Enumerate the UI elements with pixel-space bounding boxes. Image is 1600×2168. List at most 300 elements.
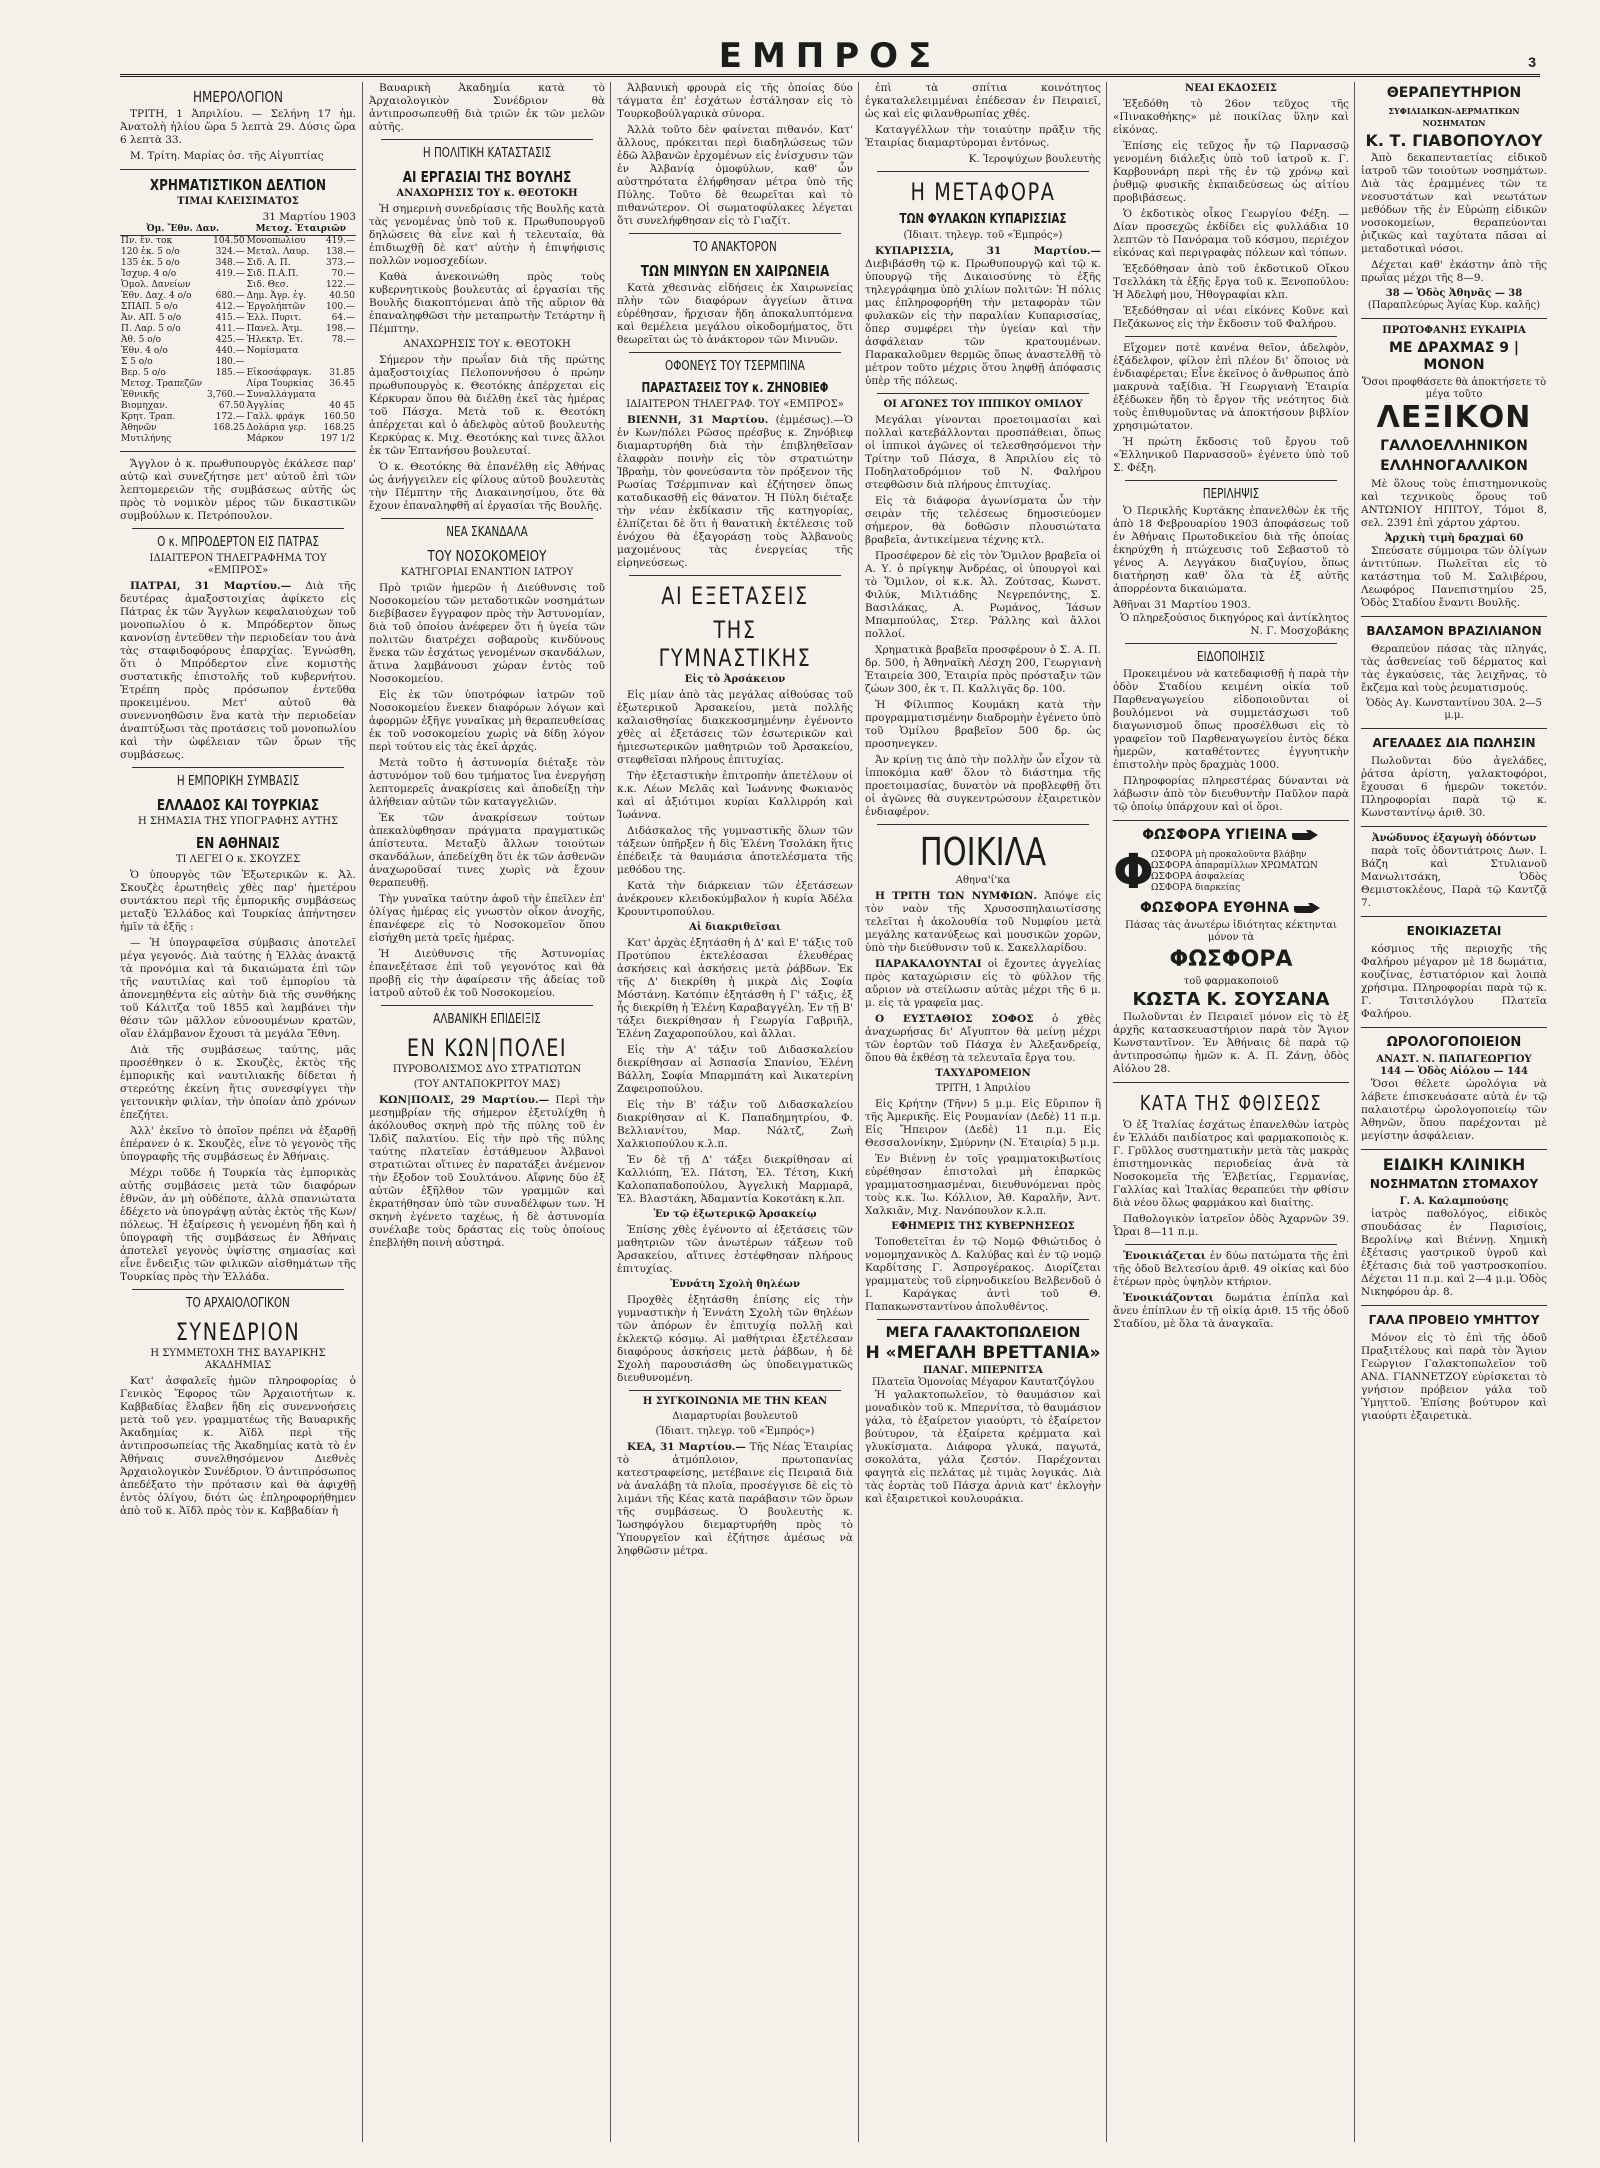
article-text: ἐπὶ τὰ σπίτια κοινότητος ἐγκαταλελειμμέναι ἐπέδεσαν ἐν Πειραιεῖ, ὡς καὶ εἰς φιλανθρωπίας χθές. [865,82,1101,120]
finance-cell: Σ 5 ο/ο [121,357,153,367]
ad-heading: ΛΕΞΙΚΟΝ [1376,400,1532,435]
article-text: Ἀλλὰ τοῦτο δὲν φαίνεται πιθανόν. Κατ' ἄλλους, πρόκειται περὶ διαδηλώσεως τῶν ἐδῶ Ἀλβανῶν ἐρχομένων εἰς ἐνίσχυσιν τῶν ἐν Ἀλβανίᾳ ὁμοφύλων, καθ' ὧν αὐστηρότατα ἐλήφθησαν μέτρα ὑπὸ τῆς Πύλης. Τοῦτο δὲ θεωρεῖται καὶ τὸ πιθανώτερον. Οἱ σωματοφύλακες λέγεται ὅτι συνελήφθησαν εἰς τὸ Γιαζίτ. [617,124,853,227]
divider [1125,480,1337,481]
divider [132,1289,344,1290]
finance-cell: Σιδ. Θεσ. [246,280,289,290]
finance-cell: 78.— [331,335,355,345]
article-subheading: Αἱ διακριθεῖσαι [689,922,781,933]
divider [1125,643,1337,644]
ad-text: Μόνον εἰς τὸ ἐπὶ τῆς ὁδοῦ Πραξιτέλους καὶ παρὰ τὸν Ἅγιον Γεώργιον Γαλακτοπωλεῖον τοῦ ΑΝΔ. ΓΙΑΝΝΕΤΖΟΥ εὑρίσκεται τὸ γνήσιον πρόβειον γάλα τοῦ Ὑμηττοῦ. Ἐπίσης βούτυρον καὶ γιαούρτι ἐξαιρετικὰ. [1361,1332,1547,1422]
article-text: Τὴν ἐξεταστικὴν ἐπιτροπὴν ἀπετέλουν οἱ κ.κ. Λέων Μελᾶς καὶ Ἰωάννης Φωκιανὸς καὶ αἱ ἀξιότιμοι κυρίαι Καλλιρρόη καὶ Ἰωάννα. [617,770,853,821]
article-subheading: ΙΔΙΑΙΤΕΡΟΝ ΤΗΛΕΓΡΑΦΗΜΑ ΤΟΥ «ΕΜΠΡΟΣ» [149,553,327,576]
ad-text: παρὰ τοῖς ὀδοντιάτροις Δων. Ι. Βάζη καὶ Στυλιανοῦ Μανωλιτσάκη, Ὁδὸς Θεμιστοκλέους, Παρὰ τῷ Καντζᾷ 7. [1361,845,1547,909]
article-text: Τοποθετεῖται ἐν τῷ Νομῷ Φθιώτιδος ὁ νομομηχανικὸς Δ. Καλύβας καὶ ἐν τῷ νομῷ Καρδίτσης Γ. Ἀσπρογέρακος. Διορίζεται γραμματεὺς τοῦ εἰρηνοδικείου Βελβενδοῦ ὁ Ι. Καράγκας ἀντὶ τοῦ Θ. Παπακωνσταντίνου ἀπολυθέντος. [865,1236,1101,1313]
ad-text: Πωλοῦνται ἐν Πειραιεῖ μόνον εἰς τὸ ἐξ ἀρχῆς κατασκευαστήριον παρὰ τὸν Ἅγιον Κωνσταντῖνον. Ἐν Ἀθήναις δὲ παρὰ τῷ ἀντιπροσώπῳ ἡμῶν κ. Α. Π. Ζάνῃ, ὁδὸς Αἰόλου 28. [1113,1011,1349,1075]
dateline: ΠΑΤΡΑΙ, 31 Μαρτίου.— [130,580,292,592]
divider [877,171,1089,172]
article-subheading: Ἐν τῷ ἐξωτερικῷ Ἀρσακείῳ [653,1209,817,1220]
finance-cell: Ἀγγλίας [246,401,285,411]
article-subheading: ΙΔΙΑΙΤΕΡΟΝ ΤΗΛΕΓΡΑΦ. ΤΟΥ «ΕΜΠΡΟΣ» [626,399,844,410]
finance-row [120,368,356,379]
divider [629,352,841,353]
ad-text: δωμάτια ἐπίπλα καὶ ἄνευ ἐπίπλων ἐν τῇ οἰκίᾳ ἀριθ. 15 τῆς ὁδοῦ Σταδίου, μὲ ὅλα τὰ ἀναγκαῖα. [1113,1292,1350,1330]
finance-row [120,379,356,390]
finance-row [120,335,356,346]
article-text: Καθὰ ἀνεκοινώθη πρὸς τοὺς κυβερνητικοὺς βουλευτὰς αἱ ἐργασίαι τῆς Βουλῆς διακοπτόμεναι ἀπὸ τῆς αὔριον θὰ ἐπαναληφθῶσι τὴν μεταπρωτὴν Τετάρτην ἢ Πέμπτην. [369,271,605,335]
finance-cell: Ἐργολήπτῶν [246,302,306,312]
ad-phosphor-items [1151,850,1318,894]
ad-text: Ὁ ἐξ Ἰταλίας ἐσχάτως ἐπανελθὼν ἰατρὸς ἐν Ἑλλάδι παιδίατρος καὶ φαρμακοποιὸς κ. Γ. Γρῦλλος συστηματικὴν μετὰ τὰς μακρὰς ἐπιστημονικὰς περιοδείας ἀνὰ τὰ Νοσοκομεῖα τῆς Ἑλβετίας, Γερμανίας, Γαλλίας καὶ Ἰταλίας θεραπεύει τὴν φθίσιν διὰ νέου ὅλως φαρμάκου καὶ διαίτης. [1113,1119,1349,1209]
finance-row [120,401,356,412]
ad-address: (Παραπλεύρως Ἁγίας Κυρ. καλῆς) [1367,300,1541,311]
finance-table [120,224,356,445]
ad-heading: ΒΑΛΣΑΜΟΝ ΒΡΑΖΙΛΙΑΝΟΝ [1366,624,1542,638]
ad-phosphor-item: ΩΣΦΟΡΑ ἀσφαλείας [1151,872,1245,882]
article-text: Ἡ Φίλιππος Κουμάκη κατὰ τὴν προγραμματισμένην διαδρομὴν ἐγένετο ὑπὸ τοῦ Ὁμίλου βραβεῖον 500 δρ. ὡς προσηνεγκεν. [865,699,1101,750]
finance-cell: Δολάρια γερ. [246,423,307,433]
ad-tagline: ΠΡΩΤΟΦΑΝΗΣ ΕΥΚΑΙΡΙΑ [1382,325,1526,336]
ad-price: ΜΕ ΔΡΑΧΜΑΣ 9 | ΜΟΝΟΝ [1388,340,1520,373]
finance-cell: Ἑλλ. Πυριτ. [246,313,302,323]
article-subheading: Διαμαρτυρίαι βουλευτοῦ [672,1411,798,1422]
ad-name: Κ. Τ. ΓΙΑΒΟΠΟΥΛΟΥ [1365,131,1543,150]
finance-cell: 348.— [215,258,245,268]
article-text: Κατ' ἀσφαλεῖς ἡμῶν πληροφορίας ὁ Γενικὸς Ἔφορος τῶν Ἀρχαιοτήτων κ. Καββαδίας ἔλαβεν ἤδη εἰς συνεννοήσεις μετὰ τοῦ γεν. γραμματέως τῆς Βαυαρικῆς Ἀκαδημίας κ. Ἀϊδλ περὶ τῆς ἀντιπροσωπείας τῆς Ἀκαδημίας κατὰ τὸ ἐν Ἀθήναις συνελθησόμενον Διεθνὲς Ἀρχαιολογικὸν Συνέδριον. Ὁ ἀντιπρόσωπος ἀπεδέξατο τὴν πρότασιν καὶ θὰ ἀφιχθῇ ἐντὸς ὀλίγου, διότι ὡς ἐπληροφορήθημεν ἀπὸ τοῦ κ. Ἀϊδλ πρὸς τὸν κ. Καββαδίαν ἡ [120,1375,356,1517]
ad-heading: ΘΕΡΑΠΕΥΤΗΡΙΟΝ [1386,85,1522,101]
article-text: Ἡ Διεύθυνσις τῆς Ἀστυνομίας ἐπανεξέτασε ἐπὶ τοῦ γεγονότος καὶ θὰ προβῇ εἰς τὴν ἀφαίρεσιν τῆς ἀδείας τοῦ ἰατροῦ αὐτοῦ ἐκ τοῦ Νοσοκομείου. [369,948,605,999]
finance-cell: 324.— [215,247,245,257]
divider [1361,1027,1547,1028]
article-heading: ΤΟ ΑΡΧΑΙΟΛΟΓΙΚΟΝ [186,1296,290,1311]
article-text: Κατὰ τὴν διάρκειαν τῶν ἐξετάσεων ἀνέκρουεν κλειδοκύμβαλον ἡ κυρία Ἀδέλα Κρουντιροπούλου. [617,880,853,918]
finance-cell: Π. Λαρ. 5 ο/ο [121,324,181,334]
article-text: — Ἡ ὑπογραφεῖσα σύμβασις ἀποτελεῖ μέγα γεγονός. Διὰ ταύτης ἡ Ἑλλὰς ἀνακτᾷ τὰ προνόμια καὶ τὰ δικαιώματα ἐπὶ τῶν τῆς ναυτιλίας καὶ τοῦ ἐμπορίου τὰ ἀπονεμηθέντα εἰς αὐτὴν διὰ τῆς συνθήκης τοῦ Κάλιτζα τοῦ 1855 καὶ λαμβάνει τὴν θέσιν τῶν μᾶλλον εὐνοουμένων κρατῶν, οἵαν ἐλάμβανον ἔχουσι τὰ μεγάλα Ἔθνη. [120,937,356,1040]
finance-row [120,291,356,302]
column-2 [362,82,611,2142]
article-text: Ἐν δὲ τῇ Δ' τάξει διεκρίθησαν αἱ Καλλιόπη, Ἐλ. Πάτση, Ἐλ. Τέτση, Κική Καλοπαπαδοπούλου, Ἀγγελικὴ Μαρμαρᾶ, Ἐλ. Βλαστάκη, Ἀδαμαντία Κοκοτάκη κ.λπ. [617,1154,853,1205]
pointing-hand-icon [1294,902,1322,914]
finance-cell: Νομίσματα [246,346,299,356]
signature: Κ. Ἱεροψύχων βουλευτὴς [968,153,1101,165]
article-subheading: (Ἰδιαιτ. τηλεγρ. τοῦ «Ἐμπρός») [655,1426,815,1437]
article-text: Ὁ ὑπουργὸς τῶν Ἐξωτερικῶν κ. Ἀλ. Σκουζὲς ἐρωτηθεὶς χθὲς παρ' ἡμετέρου συντάκτου περὶ τῆς ἐμπορικῆς συμβάσεως μεταξὺ Ἑλλάδος καὶ Τουρκίας ἀπήντησεν ἡμῖν τὰ ἑξῆς : [120,869,356,933]
finance-cell: Μονοπωλίου [246,236,306,246]
divider [381,139,593,140]
finance-cell: 120 ἑκ. 5 ο/ο [121,247,180,257]
article-heading: ΤΟΥ ΝΟΣΟΚΟΜΕΙΟΥ [427,547,547,565]
finance-cell: 168.25 [323,423,355,433]
article-text: Τὴν γυναῖκα ταύτην ἀφοῦ τὴν ἐπεῖλεν ἐπ' ὀλίγας ἡμέρας εἰς γνωστὸν οἶκον ἀνοχῆς, ἐπανέφερε εἰς τὸ Νοσοκομεῖον ὅπου εἰσήχθη μετὰ τρεῖς ἡμέρας. [369,893,605,944]
article-text: Πρὸ τριῶν ἡμερῶν ἡ Διεύθυνσις τοῦ Νοσοκομείου τῶν μεταδοτικῶν νοσημάτων διεβίβασεν ἔγγραφον πρὸς τὴν Ἀστυνομίαν, διὰ τοῦ ὁποίου ἀνέφερεν ὅτι ἡ ὑγεία τῶν πολιτῶν διατρέχει σοβαροὺς κινδύνους ἕνεκα τῶν ἐσχάτως γενομένων σκανδάλων, ἅτινα λαμβάνουσι χώραν ἐντὸς τοῦ Νοσοκομείου. [369,582,605,685]
divider [1361,826,1547,827]
ad-heading: ΜΕΓΑ ΓΑΛΑΚΤΟΠΩΛΕΙΟΝ [885,1325,1081,1341]
finance-cell: 419.— [325,236,355,246]
ad-line: Ὅσοι προφθάσετε θὰ ἀποκτήσετε τὸ μέγα τοῦτο [1361,377,1547,400]
article-text: Μεγάλαι γίνονται προετοιμασίαι καὶ πολλαὶ κατεβάλλονται προσπάθειαι, ὅπως οἱ ἱππικοὶ ἀγῶνες οἱ τελεσθησόμενοι τὴν Τρίτην τοῦ Πάσχα, 8 Ἀπριλίου εἰς τὸ Ποδηλατοδρόμιον τοῦ Ν. Φαλήρου στεφθῶσιν διὰ πλήρους ἐπιτυχίας. [865,414,1101,491]
article-heading: ΕΝ ΚΩΝ|ΠΟΛΕΙ [406,1034,568,1062]
article-heading: ΤΩΝ ΦΥΛΑΚΩΝ ΚΥΠΑΡΙΣΣΙΑΣ [899,212,1067,227]
finance-cell: Βερ. 5 ο/ο [121,368,166,378]
article-heading: ΑΛΒΑΝΙΚΗ ΕΠΙΔΕΙΞΙΣ [433,1012,541,1027]
article-text: Καταγγέλλων τὴν τοιαύτην πρᾶξιν τῆς Ἑταιρίας διαμαρτύρομαι ἐντόνως. [865,124,1101,149]
ad-text: Μὲ ὅλους τοὺς ἐπιστημονικοὺς καὶ τεχνικοὺς ὅρους τοῦ ΑΝΤΩΝΙΟΥ ΗΠΙΤΟΥ, Τόμοι 8, σελ. 2391 ἐπὶ χάρτου χάρτου. [1361,478,1547,529]
divider [381,518,593,519]
ad-heading: ΝΟΣΗΜΑΤΩΝ ΣΤΟΜΑΧΟΥ [1369,1177,1539,1191]
item-heading: Ο ΕΥΣΤΑΘΙΟΣ ΣΟΦΟΣ [875,1013,1034,1025]
article-text: (ἐμμέσως).—Ὁ ἐν Κων/πόλει Ρῶσος πρέσβυς κ. Ζηνόβιεφ διαμαρτυρήθη διὰ τὴν ἐπιβληθεῖσαν ἐλαφρὰν ποινὴν εἰς τὸν στρατιώτην Ἰβραὴμ, τὸν φονεύσαντα τὸν πρόξενον τῆς Ρωσίας Τσέρμπιναν καὶ ἐζήτησεν ὅπως καταδικασθῇ εἰς θάνατον. Ἡ Πύλη διέταξε τὴν νέαν ἐκδίκασιν τῆς κατηγορίας, ἐλπίζεται δὲ ὅτι ἡ θανατικὴ ἐκτέλεσις τοῦ ἐνόχου θὰ ἐξαγοράσῃ τοὺς Ἀλβανοὺς μαχομένους τὰς ἐνεργείας τῆς εἰρηνεύσεως. [617,414,853,569]
article-text: Ἄγγλον ὁ κ. πρωθυπουργὸς ἐκάλεσε παρ' αὐτῷ καὶ συνεζήτησε μετ' αὐτοῦ ἐπὶ τῶν λεπτομερειῶν τῆς συμβάσεως αὐτῆς ὡς πρὸς τὸ νομικὸν μέρος τῶν δικαστικῶν συμβούλων κ. Πετρόπουλον. [120,458,356,522]
article-heading: ΕΝ ΑΘΗΝΑΙΣ [196,834,280,852]
divider [120,451,356,452]
finance-cell: Ἐθνικῆς [121,390,160,400]
finance-row [120,302,356,313]
ad-text: Παθολογικὸν ἰατρεῖον ὁδὸς Ἀχαρνῶν 39. Ὧραι 8—11 π.μ. [1113,1213,1349,1238]
article-text: Ἐξεδόθησαν ἀπὸ τοῦ ἐκδοτικοῦ Οἴκου Τσελλάκη τὰ ἑξῆς ἔργα τοῦ κ. Ξενοπούλου: Ἡ Ἀδελφή μου, Ἠθογραφίαι κλπ. [1113,263,1349,301]
finance-cell: 100.— [325,302,355,312]
finance-row [120,423,356,434]
article-subheading: ΤΡΙΤΗ, 1 Ἀπριλίου [935,1083,1031,1094]
notice-heading: ΕΙΔΟΠΟΙΗΣΙΣ [1196,650,1266,665]
article-heading: ΕΦΗΜΕΡΙΣ ΤΗΣ ΚΥΒΕΡΝΗΣΕΩΣ [891,1221,1075,1232]
article-text: Ἐπίσης εἰς τεῦχος ἦν τῷ Παρνασσῷ γενομένη διάλεξις ὑπὸ τοῦ ἰατροῦ κ. Γ. Καρβουνάρη περὶ τῆς ἐν τῷ χρόνῳ καὶ ῥυθμῷ φυσικῆς ἐκπαιδεύσεως ὡς αἰτίου προβιβάσεως. [1113,140,1349,204]
divider [1113,1082,1349,1083]
finance-cell [205,280,246,291]
article-text: Εἰς τὰ διάφορα ἀγωνίσματα ὧν τὴν σειρὰν τῆς τελέσεως δημοσιεύομεν σήμερον, θὰ δοθῶσιν πλουσιώτατα βραβεῖα, ἀντικείμενα τέχνης κτλ. [865,495,1101,546]
finance-cell: 40.50 [329,291,355,301]
finance-cell: Ἠλεκτρ. Ἐτ. [246,335,304,345]
column-1 [120,82,362,2142]
article-heading: Η ΣΥΓΚΟΙΝΩΝΙΑ ΜΕ ΤΗΝ ΚΕΑΝ [642,1396,828,1407]
ad-address: Πλατεῖα Ὁμονοίας Μέγαρον Καυτατζόγλου [871,1377,1095,1388]
divider [1361,1149,1547,1150]
article-heading: ΤΩΝ ΜΙΝΥΩΝ ΕΝ ΧΑΙΡΩΝΕΙΑ [640,262,830,280]
article-heading: Η ΠΟΛΙΤΙΚΗ ΚΑΤΑΣΤΑΣΙΣ [422,146,552,161]
finance-cell: 70.— [331,269,355,279]
finance-heading: ΧΡΗΜΑΤΙΣΤΙΚΟΝ ΔΕΛΤΙΟΝ [149,176,327,194]
ad-heading: ΕΙΔΙΚΗ ΚΛΙΝΙΚΗ [1382,1155,1526,1174]
divider [629,575,841,576]
finance-cell: 180.— [215,357,245,367]
ad-subheading: ΣΥΦΙΛΙΔΙΚΩΝ-ΔΕΡΜΑΤΙΚΩΝ ΝΟΣΗΜΑΤΩΝ [1388,106,1520,128]
article-text: Προχθὲς ἐξητάσθη ἐπίσης εἰς τὴν γυμναστικὴν ἡ Ἐννάτη Σχολὴ τῶν θηλέων τῶν ἀπόρων ἐν ἐπιτυχίᾳ πολλῇ καὶ ἐκλεκτῷ κόσμῳ. Αἱ μαθήτριαι ἐξετέλεσαν διαφόρους ἀσκήσεις μετὰ ῥάβδων, ἡ δὲ Σχολὴ παρουσιάσθη ὡς ὑποδειγματικῶς διευθυνομένη. [617,1294,853,1384]
article-heading: ΠΑΡΑΣΤΑΣΕΙΣ ΤΟΥ κ. ΖΗΝΟΒΙΕΦ [641,381,829,396]
article-text: Εἴχομεν ποτὲ κανένα θεῖον, ἀδελφὸν, ἐξάδελφον, φίλον ἐπὶ πλέον δι' ὅποιος νὰ ἐνδιαφέρεται; Εἶνε ἐκεῖνος ὁ ἄνθρωπος ἀπὸ μακρυνὰ ταξίδια. Ἡ Γεωργιανὴ Ἑταιρία ἐξέδωκεν ἤδη τὸ ἔργον τῆς νεότητος διὰ τοὺς ἐπιθυμοῦντας νὰ ἀποκτήσουν βιβλίον χρησιμώτατον. [1113,342,1349,432]
article-text: Περὶ τὴν μεσημβρίαν τῆς σήμερον ἐξετυλίχθη ἡ ἀκόλουθος σκηνὴ πρὸ τῆς πύλης τοῦ ἐν Ἰλδὶζ παλατίου. Εἰς τὴν πρὸ τῆς πύλης ταύτης πλατεῖαν ἑστάθμευον Ἀλβανοὶ στρατιῶται οἵτινες ἐν παρατάξει ἀνέμενον τὴν ἔξοδον τοῦ Σουλτάνου. Αἴφνης δύο ἐξ αὐτῶν ἐξῆλθον τῶν γραμμῶν καὶ ἐκρατήθησαν ὑπὸ τῶν συναδέλφων των. Ἡ σκηνὴ ἐγένετο ταχέως, ἡ δὲ ἀστυνομία συνέλαβε τοὺς δράστας εἰς τοὺς ὁποίους ἐπεβλήθη ποινὴ αὐστηρά. [369,1094,605,1249]
article-text: Εἰς τὴν Α' τάξιν τοῦ Διδασκαλείου διεκρίθησαν αἱ Ἀσπασία Σπανίου, Ἑλένη Βάλλη, Σοφία Μπαρμπάτη καὶ Ἀικατερίνη Ζαφειροπούλου. [617,1044,853,1095]
finance-subheading: ΤΙΜΑΙ ΚΛΕΙΣΙΜΑΤΟΣ [177,196,299,207]
masthead-title: ΕΜΠΡΟΣ [718,36,942,76]
finance-cell: 67.50 [218,401,245,411]
article-heading: ΟΙ ΑΓΩΝΕΣ ΤΟΥ ΙΠΠΙΚΟΥ ΟΜΙΛΟΥ [883,399,1083,410]
article-subheading: Εἰς τὸ Ἀρσάκειον [684,674,786,685]
page-number: 3 [1528,54,1536,70]
section-subheading: Αθηνα'ί'κα [955,875,1011,886]
finance-cell: Κρητ. Τραπ. [121,412,176,422]
ad-price: Ἀρχικὴ τιμὴ δραχμαὶ 60 [1384,533,1524,544]
article-text: Ἐξεδόθησαν αἱ νέαι εἰκόνες Κοῦνε καὶ Πεζάκωνος εἰς τὴν ἔκδοσιν τοῦ Φαλήρου. [1113,305,1349,330]
ad-heading [1113,827,1349,844]
ad-name: Γ. Α. Καλαμπούσης [1399,1196,1509,1207]
finance-cell: 425.— [215,335,245,345]
article-text: Ἡ πρώτη ἔκδοσις τοῦ ἔργου τοῦ «Ἑλληνικοῦ Παρνασσοῦ» ἐγένετο ὑπὸ τοῦ Σ. Φέξη. [1113,436,1349,474]
finance-cell: Λίρα Τουρκίας [246,379,314,389]
finance-cell: 198.— [325,324,355,334]
finance-cell: 160.50 [323,412,355,422]
column-3 [610,82,859,2142]
notice-date: Ἀθῆναι 31 Μαρτίου 1903. [1113,599,1251,611]
article-text: Διδάσκαλος τῆς γυμναστικῆς ὅλων τῶν τάξεων ὑπῆρξεν ἡ δὶς Ἑλένη Τσολάκη ἥτις ἐπέδειξε τὰ θαυμάσια ἀποτελέσματα τῆς μεθόδου της. [617,825,853,876]
article-subheading: Η ΣΥΜΜΕΤΟΧΗ ΤΗΣ ΒΑΥΑΡΙΚΗΣ ΑΚΑΔΗΜΙΑΣ [150,1348,326,1371]
article-text: Ἀν κρίνῃ τις ἀπὸ τὴν πολλὴν ὧν εἶχον τὰ ἱπποκόμια καθ' ὅλον τὸ διάστημα τῆς προετοιμασίας, δυνατὸν νὰ προβλεφθῇ ὅτι οἱ ἀγῶνες θὰ συγκεντρώσουν ἐξαιρετικὸν ἐνδιαφέρον. [865,754,1101,818]
finance-row [120,324,356,335]
article-text: Ὁ ἐκδοτικὸς οἶκος Γεωργίου Φέξη. — Δίαν προσεχῶς ἐκδίδει εἰς φυλλάδια 10 λεπτῶν τὸ Πανόραμα τοῦ κόσμου, περιέχον εἰκόνας καὶ περιγραφὰς πόλεων καὶ τόπων. [1113,208,1349,259]
article-subheading: Η ΣΗΜΑΣΙΑ ΤΗΣ ΥΠΟΓΡΑΦΗΣ ΑΥΤΗΣ [137,816,339,827]
finance-cell: 373.— [325,258,355,268]
finance-cell: Ἰσχυρ. 4 ο/ο [121,269,177,279]
column-5 [1106,82,1355,2142]
article-text: Χρηματικὰ βραβεῖα προσφέρουν ὁ Σ. Α. Π. δρ. 500, ἡ Ἀθηναϊκὴ Λέσχη 200, Γεωργιανὴ Ἑταιρεία 300, Ἑταιρία πρὸς πρόσταξιν τῶν ζώων 300, ἐκ τ. Π. Καλλιγᾶς δρ. 100. [865,644,1101,695]
finance-row [120,236,356,248]
article-subheading: (Ἰδιαιτ. τηλεγρ. τοῦ «Ἐμπρός») [903,230,1063,241]
article-subheading: ΑΝΑΧΩΡΗΣΙΣ ΤΟΥ κ. ΘΕΟΤΟΚΗ [396,188,578,199]
finance-row [120,280,356,291]
finance-cell: Ἀν. ΑΠ. 5 ο/ο [121,313,182,323]
finance-cell: Μάρκον [246,434,284,444]
article-text: Σήμερον τὴν πρωΐαν διὰ τῆς πρώτης ἁμαξοστοιχίας Πελοποννήσου ὁ πρώην πρωθυπουργὸς κ. Θεοτόκης ἀπέρχεται εἰς Κέρκυραν ὅπου θὰ διέλθῃ ἐκεῖ τὰς ἡμέρας τοῦ Πάσχα. Μετὰ τοῦ κ. Θεοτόκη ἀπέρχεται καὶ ὁ ἀδελφὸς αὐτοῦ βουλευτὴς Κερκύρας κ. Μιχ. Θεοτόκης καὶ τινες ἄλλοι ἐκ τῶν Ἑπτανήσου βουλευταί. [369,354,605,457]
finance-cell: 122.— [325,280,355,290]
article-heading: ΤΑΧΥΔΡΟΜΕΙΟΝ [935,1068,1031,1079]
article-subheading: ΠΥΡΟΒΟΛΙΣΜΟΣ ΔΥΟ ΣΤΡΑΤΙΩΤΩΝ [392,1064,582,1075]
finance-cell: Μεταλ. Λαυρ. [246,247,310,257]
article-subheading: ΑΝΑΧΩΡΗΣΙΣ ΤΟΥ κ. ΘΕΟΤΟΚΗ [403,339,571,350]
pointing-hand-icon [1292,829,1320,841]
notice-text: Ὁ Περικλῆς Κυρτάκης ἐπανελθὼν ἐκ τῆς ἀπὸ 18 Φεβρουαρίου 1903 ἀποφάσεως τοῦ ἐν Ἀθήναις Πρωτοδικείου διὰ τῆς ὁποίας ἐκηρύχθη ἡ πτώχευσις τοῦ Σεβαστοῦ τὸ γένος Α. Λεγγάκου διαζυγίου, ὅπως διατήρησῃ καθ' ὅλα τὰ ἐξ αὐτῆς ἀπορρέοντα δικαιώματα. [1113,505,1349,595]
ad-address: Ὁδὸς Αγ. Κωνσταντίνου 30Α. 2—5 μ.μ. [1366,698,1542,721]
finance-table-header [120,224,356,236]
finance-row [120,247,356,258]
finance-cell [319,346,356,357]
finance-header-left: Ὀμ. Ἔθν. Δαν. [146,224,220,234]
finance-cell [246,357,319,368]
finance-cell: Πν. ἔν. τοκ [121,236,173,246]
finance-cell: Μετοχ. Τραπεζῶν [121,379,203,389]
divider [877,393,1089,394]
finance-row [120,390,356,401]
article-text: Εἰς Κρήτην (Τῆνν) 5 μ.μ. Εἰς Εὔριπον ἢ τῆς Ἀμερικῆς. Εἰς Ρουμανίαν (Δεδὲ) 11 π.μ. Εἰς Ἤπειρον (Δεδὲ) 11 π.μ. Εἰς Θεσσαλονίκην, Σμύρνην (Ν. Ἑταιρία) 5 μ.μ. [865,1098,1101,1149]
ad-heading: ΩΡΟΛΟΓΟΠΟΙΕΙΟΝ [1386,1035,1522,1050]
finance-cell: Πανελ. Ἀτμ. [246,324,303,334]
article-subheading: Ἐννάτη Σχολὴ θηλέων [670,1279,800,1290]
article-heading: ΤΟ ΑΝΑΚΤΟΡΟΝ [693,240,777,255]
article-text: Διὰ τῆς συμβάσεως ταύτης, μᾶς προσέθηκεν ὁ κ. Σκουζὲς, ἐκτὸς τῆς ἐμπορικῆς καὶ ναυτιλιακῆς δίδεται ἡ στερεότης ἐκείνη ἥτις συνεσφίγγει τὴν γειτονικὴν φιλίαν, τὴν ὁποίαν ἀπὸ χρόνων ἐπεζήτει. [120,1044,356,1121]
article-text: Τῆς Νέας Ἑταιρίας τὸ ἀτμόπλοιον, πρωτοπανίας κατεστραφείσης, μετέβαινε εἰς Πειραιᾶ διὰ νὰ ἀναλάβῃ τὰ πλοῖα, προσέγγισε δὲ εἰς τὸ λιμάνι τῆς Κέας κατὰ παράβασιν τῶν ὅρων τῆς συμβάσεως. Ὁ βουλευτὴς κ. Ἰωσηφόγλου διεμαρτυρήθη πρὸς τὸ Ὑπουργεῖον καὶ ἐζήτησε ἀμέσως νὰ ληφθῶσιν μέτρα. [617,1441,853,1557]
ad-heading: ΚΑΤΑ ΤΗΣ ΦΘΙΣΕΩΣ [1139,1091,1323,1115]
finance-cell: 415.— [215,313,245,323]
finance-cell: Ἀθ. 5 ο/ο [121,335,162,345]
ad-phosphor-item: ΩΣΦΟΡΑ ἀπαραμίλλων ΧΡΩΜΑΤΩΝ [1151,861,1318,871]
divider [629,1390,841,1391]
finance-row [120,412,356,423]
calendar-heading: ΗΜΕΡΟΛΟΓΙΟΝ [193,88,283,106]
article-subheading: ΚΑΤΗΓΟΡΙΑΙ ΕΝΑΝΤΙΟΝ ΙΑΤΡΟΥ [400,567,574,578]
finance-cell: 64.— [331,313,355,323]
ad-owner: ΠΑΝΑΓ. ΜΠΕΡΝΙΤΣΑ [923,1365,1043,1376]
column-4 [858,82,1107,2142]
finance-cell: 680.— [215,291,245,301]
divider [1361,616,1547,617]
finance-row [120,346,356,357]
divider [132,767,344,768]
ad-heading: Η «ΜΕΓΑΛΗ ΒΡΕΤΤΑΝΙΑ» [865,1343,1101,1363]
notice-signature: Ὁ πληρεξούσιος δικηγόρος καὶ ἀντίκλητος Ν. Γ. Μοσχοβάκης [1120,612,1349,637]
ad-heading: ΓΑΛΛΟΕΛΛΗΝΙΚΟΝ [1380,438,1528,454]
finance-cell: Δημ. Ἀγρ. ἐγ. [246,291,307,301]
ad-heading: Ἐνοικιάζονται [1123,1292,1214,1304]
finance-row [120,258,356,269]
divider [877,1319,1089,1320]
finance-cell: 104.50 [213,236,245,246]
ad-line: τοῦ φαρμακοποιοῦ [1183,976,1279,987]
article-text: Μέχρι τοῦδε ἡ Τουρκία τὰς ἐμπορικὰς αὐτῆς συμβάσεις μετὰ τῶν διαφόρων ἐθνῶν, ἀν μὴ οὐδέποτε, ἀλλὰ σπανιώτατα ἐδέχετο νὰ ὑπογράψῃ αὐτὰς ἐκτὸς τῆς Κων/πόλεως. Ἡ ἐξαίρεσις ἡ γενομένη ἤδη καὶ ἡ ὑπογραφὴ τῆς συμβάσεως ἐν Ἀθήναις ἀποτελεῖ γεγονὸς ὑψίστης σημασίας καὶ εἶνε ἔνδειξις τῶν φιλικῶν αἰσθημάτων τῆς Τουρκίας πρὸς τὴν Ἑλλάδα. [120,1167,356,1283]
divider [877,824,1089,825]
finance-row [120,313,356,324]
article-text: Ἐξεδόθη τὸ 26ον τεῦχος τῆς «Πινακοθήκης» μὲ ποικίλας ὕλην καὶ εἰκόνας. [1113,98,1349,136]
finance-cell: Εἰκοσάφραγκ. [246,368,312,378]
finance-cell: Βιομηχαν. [121,401,168,411]
article-text: Κατ' ἀρχὰς ἐξητάσθη ἡ Δ' καὶ Ε' τάξις τοῦ Προτύπου ἐκτελέσασαι ἐλευθέρας ἀσκήσεις καὶ ἀσκήσεις μετὰ ῥάβδων. Ἐκ τῆς Δ' διεκρίθη ἡ μικρὰ Δὶς Σοφία Μόστάνη. Κατόπιν ἐξητάσθη ἡ Γ' τάξις, ἐξ ἧς διεκρίθη ἡ Ἐλένη Καραβαγγέλη. Ἐν τῇ Β' τάξει διεκρίθησαν ἡ Γεωργία Γαβριῆλ, Ἑλένη Ζαχαροπούλου, καὶ ἄλλαι. [617,937,853,1040]
article-heading: ΑΙ ΕΡΓΑΣΙΑΙ ΤΗΣ ΒΟΥΛΗΣ [402,168,572,186]
finance-cell: Σιδ. Π.Α.Π. [246,269,299,279]
ad-text: κόσμιος τῆς περιοχῆς τῆς Φαλήρου μέγαρον μὲ 18 δωμάτια, κουζίνας, ἑστιατόριον καὶ λοιπὰ χρήσιμα. Πληροφορίαι παρὰ τῷ κ. Γ. Τσιτσιλόγλου Πλατεῖα Φαλήρου. [1361,943,1547,1020]
ad-text: Σπεύσατε σύμμοιρα τῶν ὀλίγων ἀντιτύπων. Πωλεῖται εἰς τὸ κατάστημα τοῦ Μ. Σαλιβέρου, Λεωφόρος Πανεπιστημίου 25, Ὁδὸς Σταδίου ἔναντι Βουλῆς. [1361,545,1547,609]
notice-text: Πληροφορίας πληρεστέρας δύνανται νὰ λάβωσιν ἀπὸ τὸν διευθυντὴν Παῦλον παρὰ τῷ ὁποίῳ ὑπάρχουν καὶ οἱ ὅροι. [1113,775,1349,813]
finance-cell: Μυτιλήνης [121,434,172,444]
article-text: Ἀλλ' ἐκεῖνο τὸ ὁποῖον πρέπει νὰ ἐξαρθῇ ἐπέρανεν ὁ κ. Σκουζὲς, εἶνε τὸ γεγονὸς τῆς ὑπογραφῆς τῆς συμβάσεως ἐν Ἀθήναις. [120,1125,356,1163]
ad-heading: ΕΝΟΙΚΙΑΖΕΤΑΙ [1406,924,1502,938]
calendar-saint: Μ. Τρίτη. Μαρίας ὁσ. τῆς Αἰγυπτίας [130,150,324,162]
ad-owner: ΑΝΑΣΤ. Ν. ΠΑΠΑΓΕΩΡΓΙΟΥ [1376,1054,1532,1065]
article-text: Εἰς τὴν Β' τάξιν τοῦ Διδασκαλείου διακρίθησαν αἱ Κ. Παπαδημητρίου, Φ. Βελλιανίτου, Μαρ. Νάλτζ, Ζωὴ Χαλκιοπούλου κ.λ.π. [617,1099,853,1150]
article-heading: ΑΙ ΕΞΕΤΑΣΕΙΣ [661,582,809,610]
finance-cell: Ὁμολ. Δανείων [121,280,191,290]
ad-phosphor-list [1113,844,1349,900]
ad-brand: ΦΩΣΦΟΡΑ [1169,947,1293,972]
ad-heading-text: ΦΩΣΦΟΡΑ ΕΥΘΗΝΑ [1140,900,1290,916]
ad-phosphor-item: ΩΣΦΟΡΑ διαρκείας [1151,883,1241,893]
ad-heading: Ἀνώδυνος ἐξαγωγὴ ὀδόντων [1371,833,1537,844]
divider [132,528,344,529]
article-text: Ἐν Βιέννῃ ἐν τοῖς γραμματοκιβωτίοις εὑρέθησαν ἐπιστολαὶ μὴ ἐπαρκῶς γραμματοσημασμέναι, διευθυνόμεναι πρὸς τοὺς κ.κ. Ἰω. Κόλλιον, Ἀθ. Καραλῆν, Ἀντ. Χαλκιᾶν, Μιχ. Νανόπουλον κ.λ.π. [865,1153,1101,1217]
finance-cell: Σιδ. Α. Π. [246,258,291,268]
dateline: ΚΥΠΑΡΙΣΣΙΑ, 31 Μαρτίου.— [875,245,1101,257]
ad-text: Ἀπὸ δεκαπενταετίας εἰδικοῦ ἰατροῦ τῶν τοιούτων νοσημάτων. Διὰ τὰς ἐραμμένες τῶν τε νεοσυστάτων καὶ νεωτάτων μεθόδων τῆς ἐν Εὐρώπῃ εἰδικῶν νοσοκομείων, θεραπεύονται ῥιζικῶς καὶ ταχύτατα πᾶσαι αἱ μεταδοτικαὶ νόσοι. [1361,152,1547,255]
article-text: Ἀπόψε εἰς τὸν ναὸν τῆς Χρυσοσπηλαιωτίσσης τελεῖται ἡ ἀκολουθία τοῦ Νυμφίου μετὰ μεγάλης κατανύξεως καὶ μουσικῶν χορῶν, ὑπὸ τὴν διεύθυνσιν τοῦ κ. Σακελλαρίδου. [865,890,1101,954]
ad-line: Πάσας τὰς ἀνωτέρω ἰδιότητας κέκτηνται μόνον τὰ [1125,920,1337,943]
divider [1361,318,1547,319]
notice-text: Προκειμένου νὰ κατεδαφισθῇ ἡ παρὰ τὴν ὁδὸν Σταδίου κειμένη οἰκία τοῦ Παρθεναγωγείου εἰδοποιοῦνται οἱ βουλόμενοι νὰ συμμετάσχωσι τοῦ διαγωνισμοῦ ὅπως προσέλθωσι εἰς τὸ γραφεῖον τοῦ Παρθεναγωγείου ἐντὸς δέκα ἡμερῶν, καταθέτοντες ἐγγυητικὴν ἐπιστολὴν πρὸς δραχμὰς 1000. [1113,668,1349,771]
ad-heading: ΓΑΛΑ ΠΡΟΒΕΙΟ ΥΜΗΤΤΟΥ [1368,1313,1540,1327]
ad-text: ἰατρὸς παθολόγος, εἰδικὸς σπουδάσας ἐν Παρισίοις, Βερολίνῳ καὶ Βιέννῃ. Χημικὴ ἐξέτασις γαστρικοῦ ὑγροῦ καὶ ἐξέτασις διὰ τοῦ γαστροσκοπίου. Δέχεται 11 π.μ. καὶ 2—4 μ.μ. Ὁδὸς Νικηφόρου ἀρ. 8. [1361,1208,1547,1298]
finance-cell: ΣΠΑΠ. 5 ο/ο [121,302,178,312]
article-text: Διεβιβάσθη τῷ κ. Πρωθυπουργῷ καὶ τῷ κ. ὑπουργῷ τῆς Δικαιοσύνης τὸ ἑξῆς τηλεγράφημα ὑπὸ χιλίων πολιτῶν: Ἡ πόλις μας ἐπληροφορήθη τὴν μεταφορὰν τῶν φυλακῶν εἰς τὴν παραλίαν Κυπαρισσίας, ὅπερ συμφέρει τὴν ὑγείαν καὶ τὴν ἀσφάλειαν τῶν κρατουμένων. Παρακαλοῦμεν θερμῶς ὅπως ἀναστελθῇ τὸ μέτρον τοῦτο μέχρις ὅτου ληφθῇ ἀπόφασις ὑπὲρ τῆς πόλεως. [865,258,1101,387]
article-heading: Ο κ. ΜΠΡΟΔΕΡΤΟΝ ΕΙΣ ΠΑΤΡΑΣ [157,535,319,550]
item-heading: ΠΑΡΑΚΑΛΟΥΝΤΑΙ [875,958,982,970]
finance-date: 31 Μαρτίου 1903 [262,211,356,223]
article-text: οἱ ἔχοντες ἀγγελίας πρὸς καταχώρισιν εἰς τὸ φύλλον τῆς αὔριον νὰ στείλωσιν αὐτὰς μέχρι τῆς 6 μ. μ. εἰς τὰ γραφεῖα μας. [865,958,1101,1009]
ad-text: Ὅσοι θέλετε ὡρολόγια νὰ λάβετε ἐπισκευάσατε αὐτὰ ἐν τῷ παλαιοτέρῳ ὡρολογοποιείῳ τῶν Ἀθηνῶν, ὅπου παρέχονται μὲ μεγίστην ἀσφάλειαν. [1361,1078,1547,1142]
ad-heading: Ἐνοικιάζεται [1123,1250,1206,1262]
ad-text: ἐν δύω πατώματα τῆς ἐπὶ τῆς ὁδοῦ Βελτεσίου ἀριθ. 49 οἰκίας καὶ δύο ἑτέρων πρὸς ὑψηλὸν κτήριον. [1113,1250,1349,1288]
ad-text: Ἡ γαλακτοπωλεῖον, τὸ θαυμάσιον καὶ μοναδικὸν τοῦ κ. Μπερνίτσα, τὸ θαυμάσιον γάλα, τὸ ἐξαίρετον γιαούρτι, τὸ ἐξαίρετον βούτυρον, τὰ ἐξαίρετα κρέμματα καὶ γλυκίσματα. Διάφορα γλυκά, παγωτά, σοκολάτα, γάλα ζεστόν. Παρέχονται φαγητὰ εἰς πελάτας μὲ τιμὰς λογικάς. Διὰ τὰς ἑορτὰς τοῦ Πάσχα ἀρνιὰ κατ' ἐκλογὴν καὶ ἐξαιρετικοὶ κουλουράκια. [865,1389,1101,1505]
article-subheading: (ΤΟΥ ΑΝΤΑΠΟΚΡΙΤΟΥ ΜΑΣ) [413,1079,561,1090]
ad-heading-text: ΦΩΣΦΟΡΑ ΥΓΙΕΙΝΑ [1142,827,1287,843]
article-text: Βαυαρικὴ Ἀκαδημία κατὰ τὸ Ἀρχαιολογικὸν Συνέδριον θὰ ἀντιπροσωπευθῇ διὰ τριῶν ἐκ τῶν μελῶν αὐτῆς. [369,82,605,133]
ad-address: 38 — Ὁδὸς Ἀθηνᾶς — 38 [1385,288,1523,299]
calendar-text: ΤΡΙΤΗ, 1 Ἀπριλίου. — Σελήνη 17 ἡμ. Ἀνατολὴ ἡλίου ὥρα 5 λεπτὰ 29. Δύσις ὥρα 6 λεπτὰ 33. [120,108,356,146]
finance-cell: 3,760.— [207,390,245,400]
finance-cell: 197 1/2 [320,434,355,444]
finance-row [120,269,356,280]
finance-cell [319,390,356,401]
article-text: Διὰ τῆς δευτέρας ἁμαξοστοιχίας ἀφίκετο εἰς Πάτρας ἐκ τῶν Ἄγγλων κεφαλαιούχων τοῦ μονοπωλίου ὁ κ. Μπρόδερτον ὅπως κανονίσῃ ἐντεῦθεν τὴν περιοδείαν του ἀνὰ τὰς σταφιδοφόρους ἐπαρχίας. Ἐγνώσθη, ὅτι ὁ Μπρόδερτον εἶνε κομιστὴς συστατικῆς ἐπιστολῆς τοῦ κυβερνήτου. Ἐτρέπη πρὸς πρόσωπον ἐντεῦθα προκειμένου. Μετ' αὐτοῦ θὰ συνεννοηθῶσιν ἕνα κατὰ τὴν περιοδείαν ἀναπτύξωσι τὰς προτάσεις τοῦ μονοπωλίου καὶ τὴν ὠφέλειαν τῶν ὅρων τῆς συμβάσεως. [120,580,357,761]
article-heading: ΝΕΑ ΣΚΑΝΔΑΛΑ [446,525,528,540]
ad-text: Δέχεται καθ' ἑκάστην ἀπὸ τῆς πρωΐας μέχρι τῆς 8—9. [1361,259,1547,284]
article-text: Ἡ σημερινὴ συνεδρίασις τῆς Βουλῆς κατὰ τὰς γενομένας ὑπὸ τοῦ κ. Πρωθυπουργοῦ δηλώσεις θὰ εἶνε καὶ ἡ τελευταία, θὰ ἐπιδιωχθῇ δὲ κατ' αὐτὴν ἡ ἐπιψήφισις πολλῶν νομοσχεδίων. [369,203,605,267]
article-text: Προσέφερον δὲ εἰς τὸν Ὅμιλον βραβεῖα οἱ Α. Υ. ὁ πρίγκηψ Ἀνδρέας, οἱ ὑπουργοὶ καὶ τὸ Ὅμιλον, οἱ κ.κ. Ἀλ. Ζούτσας, Κωνστ. Φιλύκ, Μιλτιάδης Νεγρεπόντης, Σ. Βασιλάκας, Α. Ρωμάνος, Ἰάσων Μπαμπούλας, Στερ. Ῥάλλης καὶ ἄλλοι πολλοί. [865,550,1101,640]
article-heading: ΕΛΛΑΔΟΣ ΚΑΙ ΤΟΥΡΚΙΑΣ [156,796,320,814]
divider [1361,728,1547,729]
divider [120,169,356,170]
section-heading: ΝΕΑΙ ΕΚΔΟΣΕΙΣ [1185,83,1277,94]
ad-text: Πωλοῦνται δύο ἀγελάδες, ῥάτσα ἀρίστη, γαλακτοφόροι, ἔχουσαι 6 ἡμερῶν τοκετόν. Πληροφορίαι παρὰ τῷ κ. Κωνσταντίνῳ ἀριθ. 30. [1361,755,1547,819]
divider [1125,1244,1337,1245]
masthead [120,32,1540,77]
article-text: Ἐκ τῶν ἀνακρίσεων τούτων ἀπεκαλύφθησαν πράγματα πραγματικῶς ἀπίστευτα. Μεταξὺ ἄλλων τοιούτων σκανδάλων, ἀπεδείχθη ὅτι ἐκ τῶν ἀσθενῶν ἀναχωροῦσαί τινες χωρὶς νὰ ἔχουν θεραπευθῇ. [369,812,605,889]
divider [629,233,841,234]
article-heading: Η ΜΕΤΑΦΟΡΑ [910,178,1056,206]
finance-cell: 135 ἑκ. 5 ο/ο [121,258,180,268]
article-heading: Η ΕΜΠΟΡΙΚΗ ΣΥΜΒΑΣΙΣ [176,774,300,789]
ad-address: 144 — Ὁδὸς Αἰόλου — 144 [1380,1066,1528,1077]
ad-heading [1113,900,1349,917]
article-heading: ΤΗΣ ΓΥΜΝΑΣΤΙΚΗΣ [658,616,812,672]
finance-cell: 440.— [215,346,245,356]
finance-cell: 40 45 [329,401,355,411]
finance-cell: 419.— [215,269,245,279]
divider [1361,916,1547,917]
finance-cell: Συναλλάγματα [246,390,316,400]
ad-initial: Φ [1113,844,1154,900]
divider [1361,1305,1547,1306]
ad-heading: ΕΛΛΗΝΟΓΑΛΛΙΚΟΝ [1380,458,1528,474]
divider [381,1005,593,1006]
finance-cell: Ἀθηνῶν [121,423,157,433]
finance-cell: 412.— [215,302,245,312]
finance-cell [319,357,356,368]
divider [1125,336,1337,337]
finance-header-right: Μετοχ. Ἐταιριῶν [255,224,347,234]
finance-cell [205,379,246,390]
article-text: ὁ χθὲς ἀναχωρήσας δι' Αἴγυπτον θὰ μείνῃ μέχρι τῶν ἑορτῶν τοῦ Πάσχα ἐν Ἀλεξανδρείᾳ, ὅπου θὰ ἐκθέσῃ τὰ τελευταῖα ἔργα του. [865,1013,1102,1064]
article-heading: ΟΦΟΝΕΥΣ ΤΟΥ ΤΣΕΡΜΠΙΝΑ [665,359,805,374]
dateline: ΒΙΕΝΝΗ, 31 Μαρτίου. [627,414,769,426]
ad-text: Θεραπεύον πάσας τὰς πληγάς, τὰς ἀσθενείας τοῦ δέρματος καὶ τὰς ἐγκαύσεις, τὰς λειχῆνας, τὸ ἔκζεμα καὶ τοὺς ῥευματισμούς. [1361,643,1547,694]
finance-cell: Ἐθν. 4 ο/ο [121,346,168,356]
finance-cell: 185.— [215,368,245,378]
article-text: Μετὰ τοῦτο ἡ ἀστυνομία διέταξε τὸν ἀστυνόμον τοῦ 6ου τμήματος ἵνα ἐνεργήσῃ λεπτομερεῖς ἀνακρίσεις καὶ ἀποδείξῃ τὴν ἀλήθειαν αὐτῶν τῶν καταγγελιῶν. [369,757,605,808]
article-text: Εἰς μίαν ἀπὸ τὰς μεγάλας αἰθούσας τοῦ ἐξωτερικοῦ Ἀρσακείου, μετὰ πολλῆς καλαισθησίας διακεκοσμημένην ἐγένοντο χθὲς αἱ ἐξετάσεις τῶν ἐσωτερικῶν καὶ ἡμιεσωτερικῶν μαθητριῶν τοῦ Ἀρσακείου, στεφθεῖσαι πλήρους ἐπιτυχίας. [617,689,853,766]
dateline: ΚΩΝ|ΠΟΛΙΣ, 29 Μαρτίου.— [379,1094,550,1106]
